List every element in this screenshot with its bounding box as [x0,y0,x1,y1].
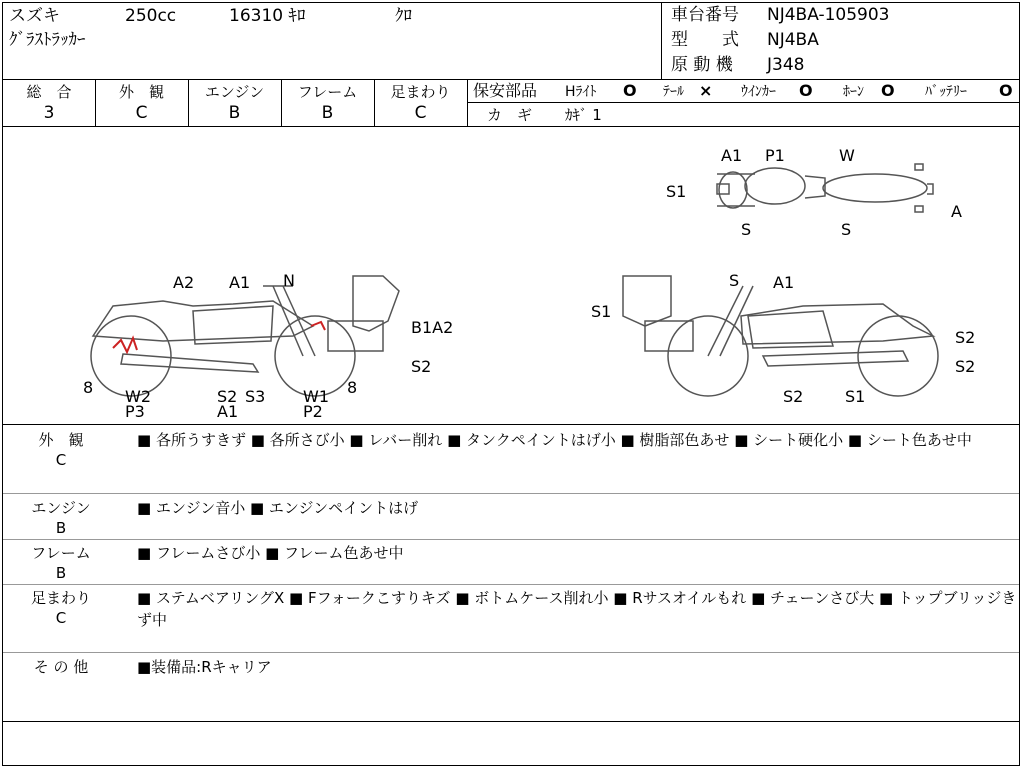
grade-label-overall: 総 合 [26,83,72,101]
engine-value: J348 [767,55,805,75]
type-label: 型 式 [671,30,739,50]
diagram-label: S2 [955,328,976,347]
safety-item-mark: O [999,81,1013,100]
engine-label: 原 動 機 [671,55,733,75]
note-grade-engine: B [55,519,67,537]
divider [3,652,1019,653]
diagram-label: S2 [955,357,976,376]
divider [661,3,662,79]
inspection-sheet [2,2,1020,766]
diagram-label: P3 [125,402,145,421]
maker: スズキ [9,6,60,26]
motorcycle-top-view [717,164,933,212]
note-label-suspension: 足まわり [30,589,91,607]
color: ｸﾛ [395,6,412,26]
diagram-label: 8 [83,378,94,397]
note-label-exterior: 外 観 [38,431,84,449]
model-name: ｸﾞﾗｽﾄﾗｯｶｰ [9,30,86,50]
safety-item-mark: O [881,81,895,100]
key-label: カ ギ [487,106,533,124]
mileage: 16310 ｷﾛ [229,6,306,26]
damage-mark-red [311,322,325,330]
note-label-engine: エンジン [31,499,91,517]
frame-no: NJ4BA-105903 [767,5,890,25]
diagram-label: P1 [765,146,785,165]
diagram-label: S [841,220,852,239]
safety-item-mark: × [699,81,713,100]
damage-mark-red [113,338,137,352]
diagram-label: S [741,220,752,239]
type-value: NJ4BA [767,30,819,50]
key-value: ｶｷﾞ 1 [565,106,602,124]
safety-item-label: ﾊﾞｯﾃﾘｰ [925,84,967,100]
diagram-label: S [729,271,740,290]
diagram-label: B1A2 [411,318,454,337]
diagram-label: S2 [217,387,238,406]
damage-diagram [3,126,1019,424]
grade-label-exterior: 外 観 [118,83,164,101]
vehicle-summary [3,3,663,79]
diagram-label: W [839,146,855,165]
diagram-label: A1 [773,273,795,292]
divider [3,79,1019,80]
safety-item-label: Hﾗｲﾄ [565,84,597,100]
grade-value-engine: B [228,103,241,123]
note-text-exterior: ■ 各所うすきず ■ 各所さび小 ■ レバー削れ ■ タンクペイントはげ小 ■ 樹脂部色あせ ■ シート硬化小 ■ シート色あせ中 [137,431,972,449]
diagram-label: P2 [303,402,323,421]
note-label-other: そ の 他 [33,658,89,676]
diagram-label: A1 [229,273,251,292]
safety-item-mark: O [799,81,813,100]
diagram-label: A1 [217,402,239,421]
diagram-label: W1 [303,387,329,406]
safety-item-label: ｳｲﾝｶｰ [741,84,776,100]
note-label-frame: フレーム [31,544,91,562]
note-text-engine: ■ エンジン音小 ■ エンジンペイントはげ [137,499,419,517]
diagram-label: S1 [591,302,612,321]
diagram-label: 8 [347,378,358,397]
safety-item-label: ﾎｰﾝ [843,84,864,100]
diagram-label: A1 [721,146,743,165]
note-text-suspension: ■ ステムベアリングX ■ Fフォークこすりキズ ■ ボトムケース削れ小 ■ Rサスオイルもれ ■ チェーンさび大 ■ トップブリッジきず中 [137,589,1017,629]
divider [3,539,1019,540]
grade-label-frame: フレーム [297,83,358,101]
registration-info [663,3,1019,79]
diagram-label: N [283,271,295,290]
divider [3,721,1019,722]
divider [3,584,1019,585]
grade-value-frame: B [321,103,334,123]
grade-label-suspension: 足まわり [390,83,451,101]
diagram-label: S2 [411,357,432,376]
note-text-frame: ■ フレームさび小 ■ フレーム色あせ中 [137,544,404,562]
grade-value-exterior: C [135,103,148,123]
safety-item-label: ﾃｰﾙ [663,84,684,100]
grade-value-overall: 3 [43,103,55,123]
note-grade-exterior: C [55,451,67,469]
diagram-label: S1 [845,387,866,406]
diagram-label: S2 [783,387,804,406]
note-grade-frame: B [55,564,67,582]
note-grade-suspension: C [55,609,67,627]
divider [3,424,1019,425]
divider [3,493,1019,494]
motorcycle-right-view [623,273,938,396]
diagram-label: A2 [173,273,195,292]
safety-title: 保安部品 [473,81,538,100]
diagram-label: W2 [125,387,151,406]
grade-value-suspension: C [414,103,427,123]
grade-label-engine: エンジン [204,83,265,101]
displacement: 250cc [125,6,177,26]
divider [467,102,1019,103]
note-text-other: ■装備品:Rキャリア [137,658,272,676]
safety-item-mark: O [623,81,637,100]
diagram-label: S1 [666,182,687,201]
diagram-label: A [951,202,962,221]
diagram-label: S3 [245,387,266,406]
frame-no-label: 車台番号 [671,5,739,25]
